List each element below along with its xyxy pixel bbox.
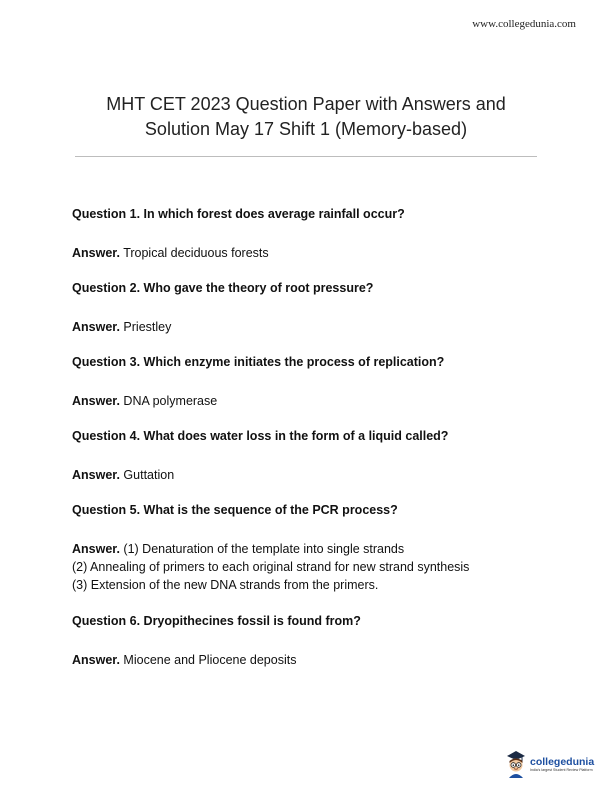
answer-5 [72, 540, 572, 594]
answer-6 [72, 651, 572, 669]
answer-text: Tropical deciduous forests [123, 246, 269, 260]
question-1: Question 1. In which forest does average rainfall occur? [72, 207, 405, 221]
logo-text [530, 756, 594, 773]
answer-line [72, 244, 572, 262]
answer-label: Answer. [72, 468, 120, 482]
answer-label: Answer. [72, 542, 120, 556]
answer-label: Answer. [72, 394, 120, 408]
answer-line [72, 392, 572, 410]
collegedunia-logo[interactable] [505, 750, 594, 778]
answer-text: (1) Denaturation of the template into single strands [123, 542, 405, 556]
title-divider [75, 156, 537, 157]
question-3: Question 3. Which enzyme initiates the process of replication? [72, 355, 445, 369]
title-line-1: MHT CET 2023 Question Paper with Answers and [106, 94, 506, 114]
answer-line: (2) Annealing of primers to each original strand for new strand synthesis [72, 560, 470, 574]
question-5: Question 5. What is the sequence of the PCR process? [72, 503, 398, 517]
answer-text: Priestley [123, 320, 172, 334]
answer-line [72, 466, 572, 484]
question-6: Question 6. Dryopithecines fossil is found from? [72, 614, 361, 628]
answer-line [72, 318, 572, 336]
question-2: Question 2. Who gave the theory of root pressure? [72, 281, 374, 295]
mascot-icon [505, 750, 527, 778]
document-title [40, 92, 572, 142]
answer-3 [72, 392, 572, 410]
title-line-2: Solution May 17 Shift 1 (Memory-based) [144, 119, 468, 139]
answer-4 [72, 466, 572, 484]
answer-text: Guttation [123, 468, 175, 482]
answer-line [72, 540, 572, 558]
answer-label: Answer. [72, 653, 120, 667]
site-url[interactable]: www.collegedunia.com [472, 18, 576, 30]
question-4: Question 4. What does water loss in the form of a liquid called? [72, 429, 449, 443]
answer-label: Answer. [72, 320, 120, 334]
answer-2 [72, 318, 572, 336]
answer-text: Miocene and Pliocene deposits [123, 653, 297, 667]
answer-1 [72, 244, 572, 262]
answer-line: (3) Extension of the new DNA strands from the primers. [72, 578, 379, 592]
logo-tagline: India's largest Student Review Platform [530, 767, 593, 772]
answer-line [72, 651, 572, 669]
logo-name: collegedunia [530, 755, 595, 768]
answer-text: DNA polymerase [123, 394, 218, 408]
answer-label: Answer. [72, 246, 120, 260]
